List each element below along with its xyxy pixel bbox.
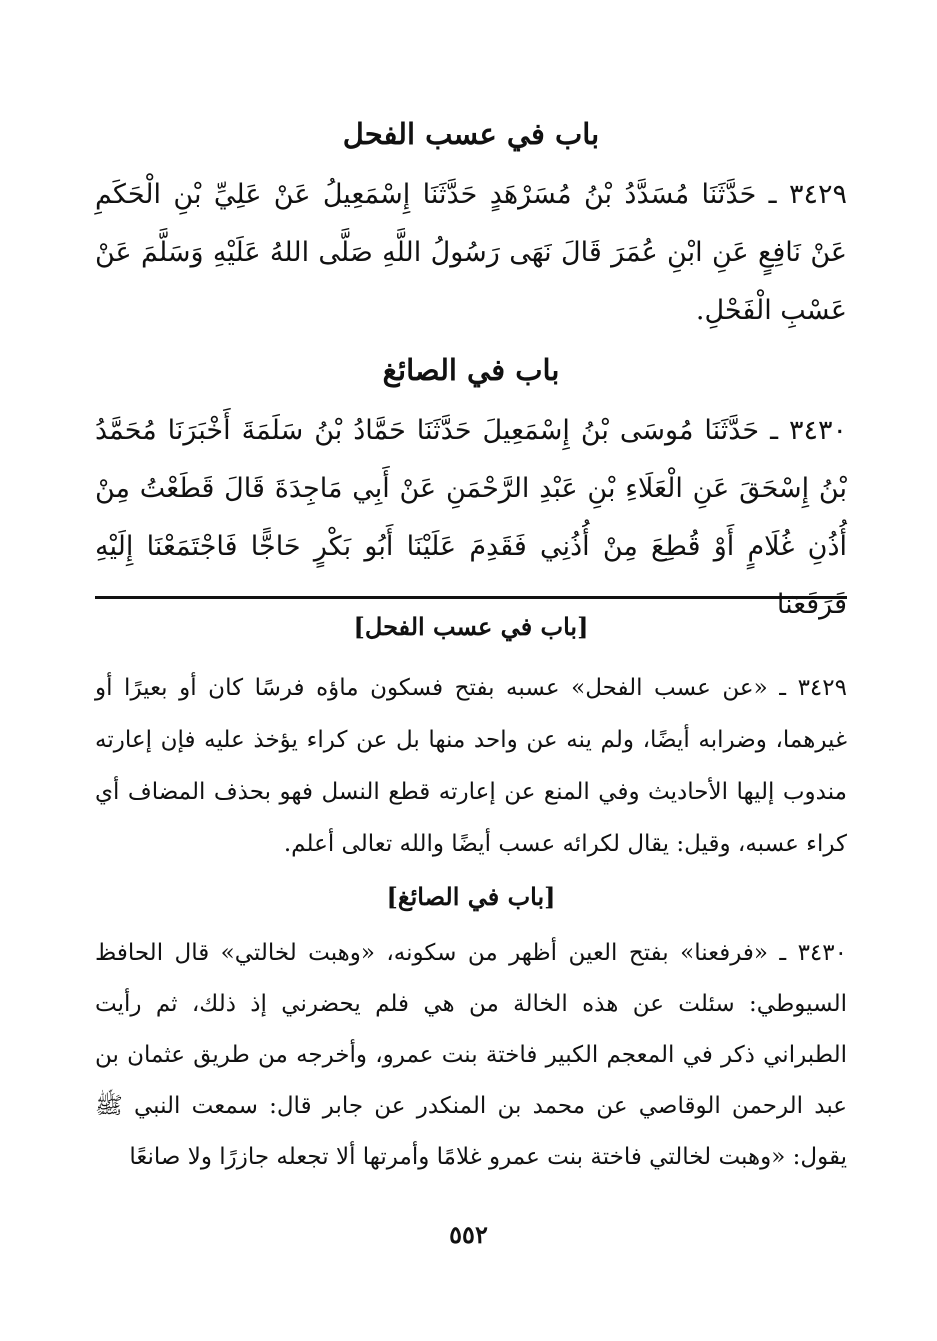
commentary-section: [95, 602, 847, 1183]
chapter-heading-stud-fee: باب في عسب الفحل: [342, 117, 600, 151]
main-text: [95, 108, 847, 634]
footnote-divider: [95, 596, 847, 599]
page-number: ٥٥٢: [449, 1220, 488, 1249]
hadith-3430: ٣٤٣٠ ـ حَدَّثَنَا مُوسَى بْنُ إِسْمَعِيلَ حَدَّثَنَا حَمَّادُ بْنُ سَلَمَةَ أَخْبَرَنَا مُحَمَّدُ بْنُ إِسْحَقَ عَنِ الْعَلَاءِ بْنِ عَبْدِ الرَّحْمَنِ عَنْ أَبِي مَاجِدَةَ قَالَ قَطَعْتُ مِنْ أُذُنِ غُلَامٍ أَوْ قُطِعَ مِنْ أُذُنِي فَقَدِمَ عَلَيْنَا أَبُو بَكْرٍ حَاجًّا فَاجْتَمَعْنَا إِلَيْهِ فَرَفَعَنَا: [95, 415, 847, 620]
chapter-heading-goldsmith: باب في الصائغ: [382, 353, 560, 387]
commentary-paragraph-3429: ٣٤٢٩ ـ «عن عسب الفحل» عسبه بفتح فسكون ماؤه فرسًا كان أو بعيرًا أو غيرهما، وضرابه أيضًا، ولم ينه عن واحد منها بل عن كراء يؤخذ عليه فإن إعارته مندوب إليها الأحاديث وفي المنع عن إعارته قطع النسل فهو بحذف المضاف أي كراء عسبه، وقيل: يقال لكرائه عسب أيضًا والله تعالى أعلم.: [95, 675, 847, 857]
commentary-paragraph-3430: ٣٤٣٠ ـ «فرفعنا» بفتح العين أظهر من سكونه، «وهبت لخالتي» قال الحافظ السيوطي: سئلت عن هذه الخالة من هي فلم يحضرني إذ ذلك، ثم رأيت الطبراني ذكر في المعجم الكبير فاختة بنت عمرو، وأخرجه من طريق عثمان بن عبد الرحمن الوقاصي عن محمد بن المنكدر عن جابر قال: سمعت النبي ﷺ يقول: «وهبت لخالتي فاختة بنت عمرو غلامًا وأمرتها ألا تجعله جازرًا ولا صانعًا: [95, 940, 847, 1170]
hadith-3429: ٣٤٢٩ ـ حَدَّثَنَا مُسَدَّدُ بْنُ مُسَرْهَدٍ حَدَّثَنَا إِسْمَعِيلُ عَنْ عَلِيِّ بْنِ الْحَكَمِ عَنْ نَافِعٍ عَنِ ابْنِ عُمَرَ قَالَ نَهَى رَسُولُ اللَّهِ صَلَّى اللهُ عَلَيْهِ وَسَلَّمَ عَنْ عَسْبِ الْفَحْلِ.: [95, 179, 847, 326]
commentary-heading-stud-fee: [باب في عسب الفحل]: [353, 612, 589, 641]
commentary-heading-goldsmith: [باب في الصائغ]: [386, 882, 556, 911]
